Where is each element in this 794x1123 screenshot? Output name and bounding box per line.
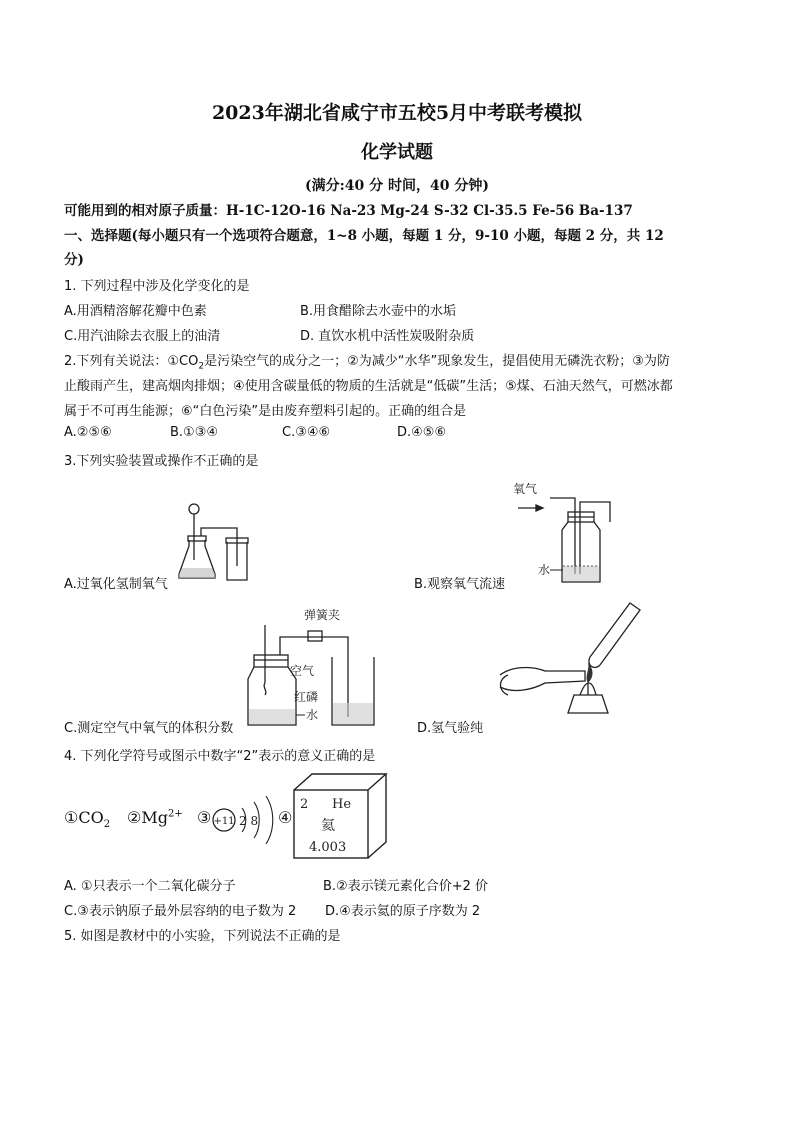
page-title: 2023年湖北省咸宁市五校5月中考联考模拟 xyxy=(211,102,583,124)
q2-option-b: B.①③④ xyxy=(170,425,219,440)
q4-symbol-2: $②Mg^{2+}$ xyxy=(127,808,183,827)
q4-option-a: A. ①只表示一个二氧化碳分子 xyxy=(64,879,236,894)
q3-option-b: B.观察氧气流速 xyxy=(414,577,506,592)
q3-option-a: A.过氧化氢制氧气 xyxy=(64,577,168,592)
sodium-atom-structure xyxy=(212,790,282,850)
q4-option-d: D.④表示氦的原子序数为 2 xyxy=(325,904,481,919)
q2-stem-line1 xyxy=(64,350,670,372)
fig-c-oxygen-fraction-apparatus xyxy=(240,605,390,730)
q1-option-a: A.用酒精溶解花瓣中色素 xyxy=(64,304,207,319)
q4-symbol-4: ④ xyxy=(278,808,293,827)
fig-c-air-label: 空气 xyxy=(290,664,315,678)
q2-line1-sub: 2 xyxy=(198,361,205,372)
q2-stem-line3: 属于不可再生能源；⑥“白色污染”是由废弃塑料引起的。正确的组合是 xyxy=(64,404,467,419)
fig-c-clip-label: 弹簧夹 xyxy=(304,608,341,622)
q4-stem: 4. 下列化学符号或图示中数字“2”表示的意义正确的是 xyxy=(64,749,376,764)
q4-symbol-1: $①CO_2$ xyxy=(64,808,111,831)
q2-option-a: A.②⑤⑥ xyxy=(64,425,112,440)
fig-a-peroxide-apparatus xyxy=(175,500,265,585)
cell-atomic-number: 2 xyxy=(300,797,309,812)
fig-c-phosphorus-label: 红磷 xyxy=(294,690,319,704)
q3-option-d: D.氢气验纯 xyxy=(417,721,484,736)
section1-heading: 一、选择题(每小题只有一个选项符合题意，1~8 小题，每题 1 分，9-10 小题，每题 2 分，共 12 xyxy=(64,228,664,244)
section1-heading-cont: 分) xyxy=(64,252,84,268)
q4-symbol-3: ③ xyxy=(197,808,212,827)
q5-stem: 5. 如图是教材中的小实验，下列说法不正确的是 xyxy=(64,929,341,944)
q1-stem: 1. 下列过程中涉及化学变化的是 xyxy=(64,279,250,294)
fig-b-oxygen-bottle xyxy=(510,478,635,588)
q3-stem: 3.下列实验装置或操作不正确的是 xyxy=(64,454,259,469)
q4-option-c: C.③表示钠原子最外层容纳的电子数为 2 xyxy=(64,904,297,919)
fig-d-hydrogen-test xyxy=(490,595,650,730)
q2-option-d: D.④⑤⑥ xyxy=(397,425,447,440)
fig-b-oxygen-label: 氧气 xyxy=(513,482,538,496)
q2-line1-post: 是污染空气的成分之一；②为减少“水华”现象发生，提倡使用无磷洗衣粉；③为防 xyxy=(204,354,670,369)
nucleus-charge: +11 xyxy=(213,816,235,827)
exam-info: (满分:40 分 时间，40 分钟) xyxy=(304,178,489,194)
fig-b-water-label: 水 xyxy=(538,563,551,577)
cell-symbol: He xyxy=(332,797,352,812)
atomic-masses: 可能用到的相对原子质量：H-1C-12O-16 Na-23 Mg-24 S-32 Cl-35.5 Fe-56 Ba-137 xyxy=(64,203,633,219)
q1-option-d: D. 直饮水机中活性炭吸附杂质 xyxy=(300,329,475,344)
fig-c-water-label: 水 xyxy=(306,708,319,722)
q2-option-c: C.③④⑥ xyxy=(282,425,331,440)
q2-line1-pre: 2.下列有关说法：①CO xyxy=(64,354,199,369)
q1-option-b: B.用食醋除去水壶中的水垢 xyxy=(300,304,457,319)
q4-option-b: B.②表示镁元素化合价+2 价 xyxy=(323,879,489,894)
cell-mass: 4.003 xyxy=(309,840,347,855)
q1-option-c: C.用汽油除去衣服上的油清 xyxy=(64,329,221,344)
cell-name: 氦 xyxy=(321,818,335,834)
q3-option-c: C.测定空气中氧气的体积分数 xyxy=(64,721,234,736)
q2-stem-line2: 止酸雨产生，建高烟肉排烟；④使用含碳量低的物质的生活就是“低碳”生活；⑤煤、石油天然气，可燃冰都 xyxy=(64,379,673,394)
page-subtitle: 化学试题 xyxy=(361,142,433,163)
electron-shells: 2 8 xyxy=(239,814,259,828)
helium-element-cell xyxy=(292,772,392,862)
